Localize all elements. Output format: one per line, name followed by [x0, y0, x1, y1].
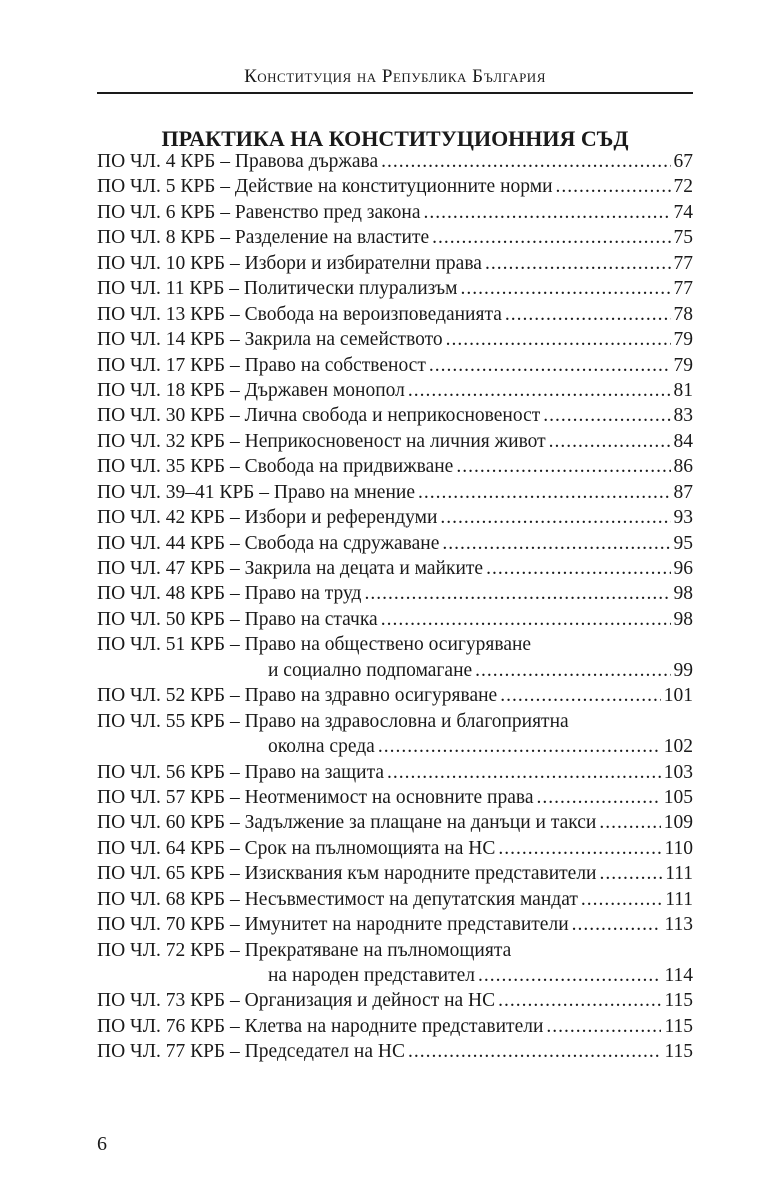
toc-entry-page: 77 [673, 252, 693, 274]
toc-entry-label: ПО ЧЛ. 72 КРБ – Прекратяване на пълномощията [97, 939, 512, 961]
toc-entry-page: 105 [663, 786, 693, 808]
toc-entry-page: 98 [673, 583, 693, 605]
dot-leader [446, 327, 671, 352]
toc-entry-page: 111 [665, 863, 693, 885]
dot-leader [599, 810, 660, 835]
dot-leader [486, 556, 670, 581]
dot-leader [600, 861, 663, 886]
toc-entry [97, 810, 693, 835]
dot-leader [381, 149, 670, 174]
toc-entry [97, 581, 693, 606]
toc-entry [97, 632, 693, 657]
toc-entry-label: ПО ЧЛ. 42 КРБ – Избори и референдуми [97, 507, 438, 529]
toc-entry-page: 72 [673, 176, 693, 198]
toc-entry [97, 912, 693, 937]
toc-entry-label: ПО ЧЛ. 60 КРБ – Задължение за плащане на данъци и такси [97, 812, 597, 834]
toc-entry-page: 77 [673, 278, 693, 300]
toc-entry [97, 760, 693, 785]
dot-leader [478, 963, 661, 988]
toc-entry-label: ПО ЧЛ. 52 КРБ – Право на здравно осигуряване [97, 685, 498, 707]
toc-entry-page: 83 [673, 405, 693, 427]
dot-leader [500, 683, 661, 708]
dot-leader [429, 353, 671, 378]
toc-entry-page: 115 [664, 990, 693, 1012]
dot-leader [381, 607, 671, 632]
toc-entry-page: 109 [663, 812, 693, 834]
toc-entry [97, 149, 693, 174]
toc-entry [97, 988, 693, 1013]
toc-entry-continuation [97, 658, 693, 683]
toc-entry-page: 87 [673, 481, 693, 503]
dot-leader [498, 988, 661, 1013]
toc-entry-label: ПО ЧЛ. 4 КРБ – Правова държава [97, 151, 379, 172]
toc-entry-continuation [97, 734, 693, 759]
toc-entry [97, 276, 693, 301]
toc-entry-label: ПО ЧЛ. 35 КРБ – Свобода на придвижване [97, 456, 454, 478]
toc-entry [97, 938, 693, 963]
dot-leader [485, 251, 671, 276]
toc-entry-page: 101 [663, 685, 693, 707]
toc-entry-label: ПО ЧЛ. 65 КРБ – Изисквания към народните представители [97, 863, 597, 885]
toc-entry-label: ПО ЧЛ. 13 КРБ – Свобода на вероизповеданията [97, 303, 502, 325]
toc-entry-continuation [97, 963, 693, 988]
toc-entry-page: 78 [673, 303, 693, 325]
dot-leader [418, 480, 671, 505]
dot-leader [440, 505, 670, 530]
toc-entry-continuation-label: и социално подпомагане [268, 659, 473, 681]
toc-entry [97, 861, 693, 886]
toc-entry [97, 505, 693, 530]
dot-leader [536, 785, 660, 810]
toc-entry [97, 683, 693, 708]
page-number: 6 [97, 1133, 107, 1155]
toc-entry-label: ПО ЧЛ. 44 КРБ – Свобода на сдружаване [97, 532, 440, 554]
toc-entry-page: 67 [673, 151, 693, 172]
toc-entry-label: ПО ЧЛ. 30 КРБ – Лична свобода и неприкосновеност [97, 405, 541, 427]
dot-leader [378, 734, 661, 759]
toc-entry-label: ПО ЧЛ. 14 КРБ – Закрила на семейството [97, 329, 443, 351]
toc-entry-label: ПО ЧЛ. 47 КРБ – Закрила на децата и майките [97, 558, 484, 579]
toc-entry [97, 709, 693, 734]
toc-entry [97, 1039, 693, 1064]
toc-entry [97, 327, 693, 352]
toc-entry [97, 1014, 693, 1039]
toc-entry-page: 74 [673, 201, 693, 223]
toc-entry-page: 110 [664, 837, 693, 859]
toc-entry-label: ПО ЧЛ. 18 КРБ – Държавен монопол [97, 379, 405, 401]
toc-entry [97, 378, 693, 403]
toc-entry-label: ПО ЧЛ. 57 КРБ – Неотменимост на основните права [97, 786, 534, 808]
toc-entry-page: 96 [673, 558, 693, 579]
dot-leader [442, 531, 670, 556]
toc-entry-label: ПО ЧЛ. 64 КРБ – Срок на пълномощията на НС [97, 837, 496, 859]
dot-leader [543, 403, 670, 428]
toc-entry [97, 302, 693, 327]
toc-entry [97, 251, 693, 276]
dot-leader [423, 200, 670, 225]
dot-leader [572, 912, 662, 937]
toc-entry-page: 81 [673, 379, 693, 401]
toc-entry [97, 200, 693, 225]
toc-entry-label: ПО ЧЛ. 48 КРБ – Право на труд [97, 583, 362, 605]
toc-entry-label: ПО ЧЛ. 32 КРБ – Неприкосновеност на личния живот [97, 430, 546, 452]
running-header: Конституция на Република България [244, 66, 546, 87]
toc-entry-page: 111 [665, 888, 693, 910]
toc-entry-page: 93 [673, 507, 693, 529]
toc-entry-page: 98 [673, 608, 693, 630]
toc-entry [97, 785, 693, 810]
toc-entry-page: 102 [663, 736, 693, 758]
header-rule [97, 92, 693, 94]
toc-entry-label: ПО ЧЛ. 50 КРБ – Право на стачка [97, 608, 378, 630]
dot-leader [408, 378, 671, 403]
toc-entry [97, 403, 693, 428]
toc-entry-page: 75 [673, 227, 693, 249]
toc-entry-page: 113 [664, 914, 693, 936]
toc-entry [97, 225, 693, 250]
toc-entry-page: 79 [673, 329, 693, 351]
toc-entry-page: 99 [673, 659, 693, 681]
dot-leader [364, 581, 670, 606]
toc-entry-label: ПО ЧЛ. 11 КРБ – Политически плурализъм [97, 278, 458, 300]
toc-entry [97, 429, 693, 454]
dot-leader [549, 429, 671, 454]
toc-entry-label: ПО ЧЛ. 51 КРБ – Право на обществено осигуряване [97, 634, 532, 656]
toc-entry-label: ПО ЧЛ. 17 КРБ – Право на собственост [97, 354, 426, 376]
toc-entry-label: ПО ЧЛ. 6 КРБ – Равенство пред закона [97, 201, 421, 223]
dot-leader [505, 302, 671, 327]
toc-entry-label: ПО ЧЛ. 55 КРБ – Право на здравословна и благоприятна [97, 710, 569, 732]
dot-leader [460, 276, 670, 301]
toc-entry-label: ПО ЧЛ. 5 КРБ – Действие на конституционните норми [97, 176, 553, 198]
toc-entry-page: 95 [673, 532, 693, 554]
toc-entry-continuation-label: на народен представител [268, 965, 476, 986]
dot-leader [556, 174, 671, 199]
toc-entry-page: 103 [663, 761, 693, 783]
toc-entry [97, 353, 693, 378]
dot-leader [387, 760, 661, 785]
dot-leader [456, 454, 670, 479]
toc-entry [97, 454, 693, 479]
section-title: ПРАКТИКА НА КОНСТИТУЦИОННИЯ СЪД [161, 126, 629, 151]
toc-entry-page: 114 [664, 965, 693, 986]
toc-entry-page: 115 [664, 1015, 693, 1037]
toc-entry-label: ПО ЧЛ. 73 КРБ – Организация и дейност на НС [97, 990, 496, 1012]
toc-entry-label: ПО ЧЛ. 68 КРБ – Несъвместимост на депутатския мандат [97, 888, 578, 910]
toc-entry-page: 86 [673, 456, 693, 478]
toc-entry-continuation-label: околна среда [268, 736, 375, 758]
toc-entry-label: ПО ЧЛ. 77 КРБ – Председател на НС [97, 1041, 405, 1063]
toc-entry [97, 174, 693, 199]
toc-entry [97, 480, 693, 505]
toc-entry [97, 887, 693, 912]
toc-entry-label: ПО ЧЛ. 10 КРБ – Избори и избирателни права [97, 252, 482, 274]
toc-entry-page: 84 [673, 430, 693, 452]
dot-leader [475, 658, 670, 683]
toc-entry-label: ПО ЧЛ. 56 КРБ – Право на защита [97, 761, 384, 783]
toc-entry-label: ПО ЧЛ. 76 КРБ – Клетва на народните представители [97, 1015, 544, 1037]
toc-entry [97, 836, 693, 861]
toc-entry [97, 607, 693, 632]
toc-entry-label: ПО ЧЛ. 39–41 КРБ – Право на мнение [97, 481, 415, 503]
toc-entry-label: ПО ЧЛ. 70 КРБ – Имунитет на народните представители [97, 914, 569, 936]
toc-entry [97, 531, 693, 556]
toc-entry-label: ПО ЧЛ. 8 КРБ – Разделение на властите [97, 227, 430, 249]
dot-leader [432, 225, 670, 250]
toc-entry-page: 115 [664, 1041, 693, 1063]
toc-entry [97, 556, 693, 581]
table-of-contents [97, 149, 693, 1065]
dot-leader [408, 1039, 662, 1064]
dot-leader [498, 836, 661, 861]
dot-leader [546, 1014, 661, 1039]
toc-entry-page: 79 [673, 354, 693, 376]
dot-leader [581, 887, 662, 912]
